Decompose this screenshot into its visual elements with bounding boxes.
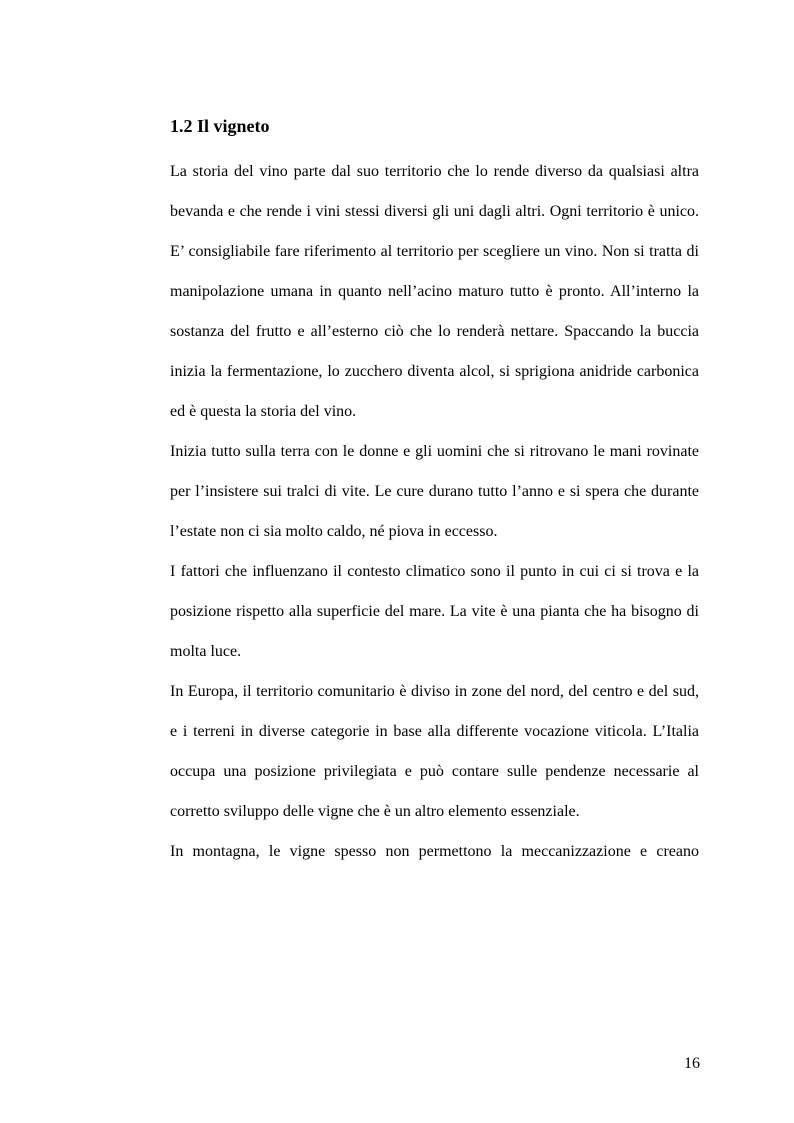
paragraph-territory: La storia del vino parte dal suo territorio che lo rende diverso da qualsiasi altra bevanda e che rende i vini stessi diversi gli uni dagli altri. Ogni territorio è unico. E’ consigliabile fare riferimento al territorio per scegliere un vino. Non si tratta di manipolazione umana in quanto nell’acino maturo tutto è pronto. All’interno la sostanza del frutto e all’esterno ciò che lo renderà nettare. Spaccando la buccia inizia la fermentazione, lo zucchero diventa alcol, si sprigiona anidride carbonica ed è questa la storia del vino. xyxy=(170,163,699,420)
page-content xyxy=(170,112,699,872)
paragraph-mountain: In montagna, le vigne spesso non permettono la meccanizzazione e creano xyxy=(170,843,699,860)
page-number: 16 xyxy=(684,1055,700,1072)
section-heading: 1.2 Il vigneto xyxy=(170,116,270,136)
paragraph-climate: I fattori che influenzano il contesto climatico sono il punto in cui ci si trova e la posizione rispetto alla superficie del mare. La vite è una pianta che ha bisogno di molta luce. xyxy=(170,563,699,660)
paragraph-europe: In Europa, il territorio comunitario è diviso in zone del nord, del centro e del sud, e i terreni in diverse categorie in base alla differente vocazione viticola. L’Italia occupa una posizione privilegiata e può contare sulle pendenze necessarie al corretto sviluppo delle vigne che è un altro elemento essenziale. xyxy=(170,683,699,820)
paragraph-vineyard-work: Inizia tutto sulla terra con le donne e gli uomini che si ritrovano le mani rovinate per l’insistere sui tralci di vite. Le cure durano tutto l’anno e si spera che durante l’estate non ci sia molto caldo, né piova in eccesso. xyxy=(170,443,699,540)
